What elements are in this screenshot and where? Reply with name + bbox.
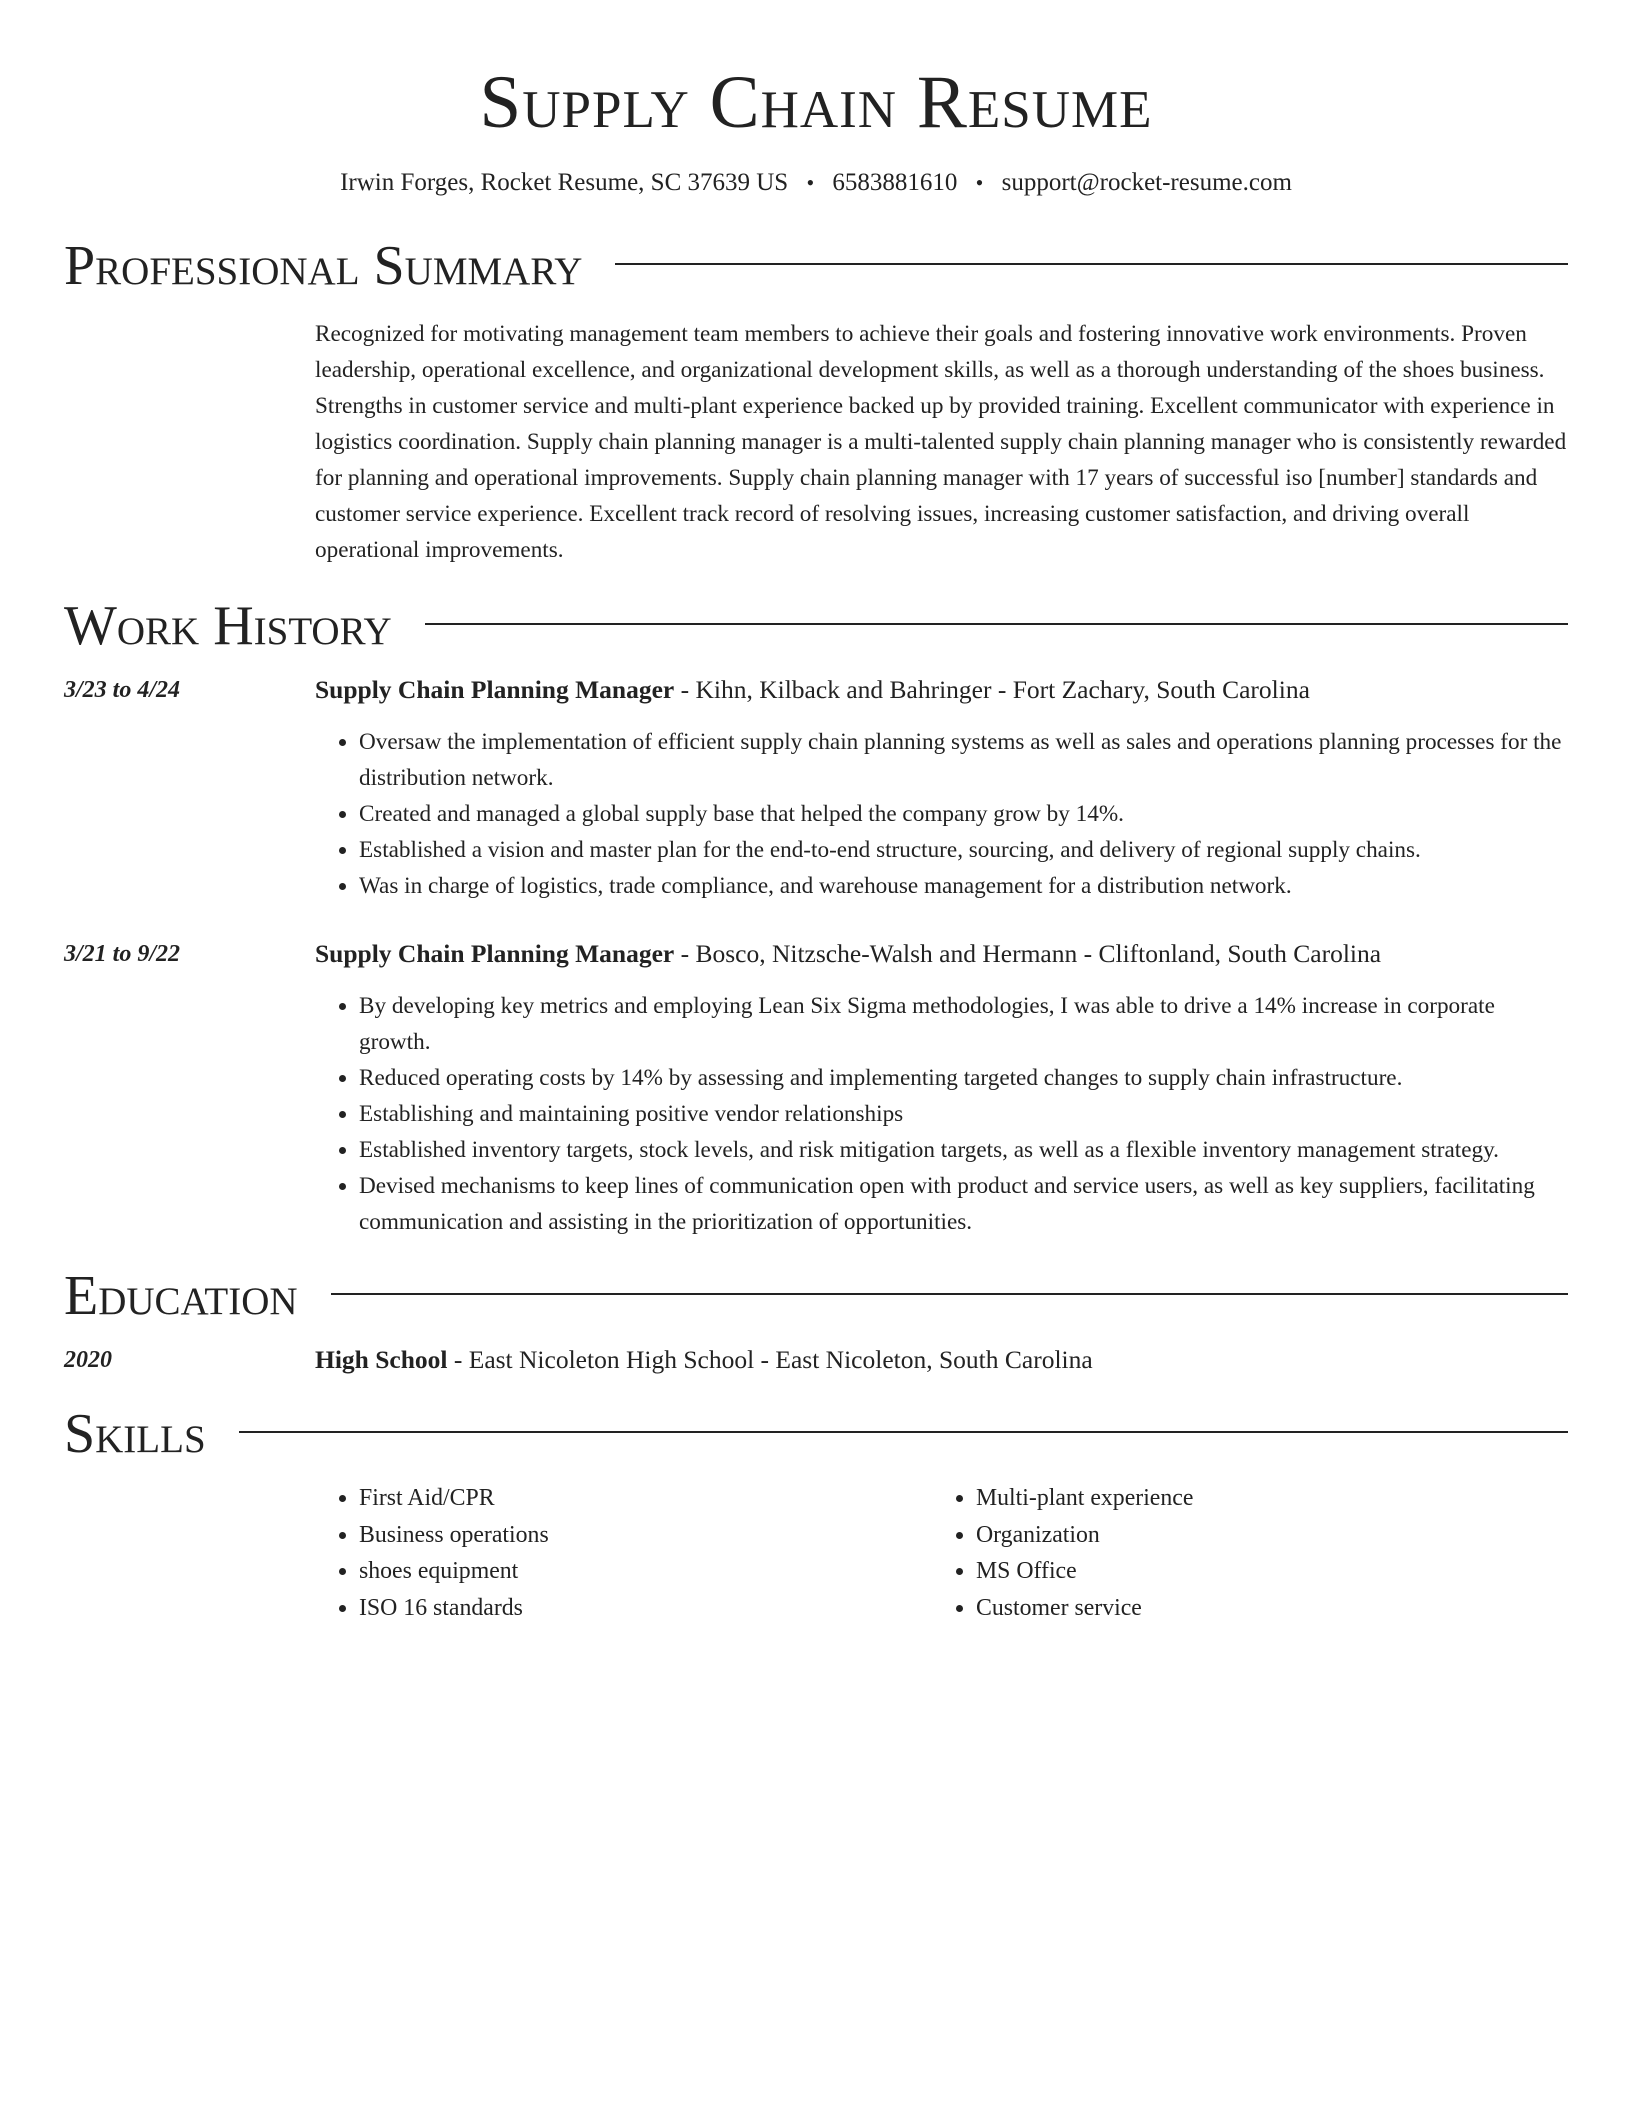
work-entry-heading [315,672,1568,708]
skills-list [315,1480,1568,1626]
school-location: - East Nicoleton High School - East Nicoleton, South Carolina [447,1345,1093,1374]
skill-item: • Business operations [359,1517,932,1554]
work-entry [64,672,1568,904]
degree: High School [315,1345,448,1374]
job-bullet: • Established a vision and master plan for the end-to-end structure, sourcing, and delivery of regional supply chains. [359,832,1568,868]
job-bullets [315,988,1568,1240]
work-entry-heading [315,936,1568,972]
education-year: 2020 [64,1347,112,1373]
job-bullet: • Establishing and maintaining positive vendor relationships [359,1096,1568,1132]
section-divider [331,1293,1568,1295]
job-bullets [315,724,1568,904]
work-entry-body [315,936,1568,1240]
summary-heading: Professional Summary [64,235,583,297]
job-bullet: • Was in charge of logistics, trade compliance, and warehouse management for a distribution network. [359,868,1568,904]
job-title: Supply Chain Planning Manager [315,675,675,704]
work-entry-body [315,672,1568,904]
job-employer-location: - Kihn, Kilback and Bahringer - Fort Zachary, South Carolina [674,675,1310,704]
contact-email: support@rocket-resume.com [1001,169,1292,196]
work-dates: 3/23 to 4/24 [64,677,181,703]
job-bullet: • Devised mechanisms to keep lines of communication open with product and service users, as well as key suppliers, facilitating communication and assisting in the prioritization of opportunities. [359,1168,1568,1240]
skills-column-right [932,1480,1549,1626]
summary-section-header [64,234,1568,298]
contact-phone: 6583881610 [832,169,958,196]
contact-separator: • [975,170,984,195]
skills-column-left [315,1480,932,1626]
job-bullet: • Established inventory targets, stock levels, and risk mitigation targets, as well as a flexible inventory management strategy. [359,1132,1568,1168]
summary-text: Recognized for motivating management team members to achieve their goals and fostering innovative work environments. Proven leadership, operational excellence, and organizational development skills, as well as a thorough understanding of the shoes business. Strengths in customer service and multi-plant experience backed up by provided training. Excellent communicator with experience in logistics coordination. Supply chain planning manager is a multi-talented supply chain planning manager who is consistently rewarded for planning and operational improvements. Supply chain planning manager with 17 years of successful iso [number] standards and customer service experience. Excellent track record of resolving issues, increasing customer satisfaction, and driving overall operational improvements. [315,321,1567,563]
job-bullet: • By developing key metrics and employing Lean Six Sigma methodologies, I was able to drive a 14% increase in corporate growth. [359,988,1568,1060]
skill-item: • Multi-plant experience [976,1480,1549,1517]
education-entry [64,1342,1568,1378]
resume-title: Supply Chain Resume [479,61,1153,144]
section-divider [239,1431,1568,1433]
job-title: Supply Chain Planning Manager [315,939,675,968]
work-section-header [64,594,1568,658]
skill-item: • First Aid/CPR [359,1480,932,1517]
education-section-header [64,1264,1568,1328]
skill-item: • MS Office [976,1553,1549,1590]
skill-item: • Customer service [976,1590,1549,1627]
skill-item: • Organization [976,1517,1549,1554]
skills-section-header [64,1402,1568,1466]
skills-heading: Skills [64,1403,206,1465]
education-entry-heading [315,1342,1568,1378]
contact-separator: • [806,170,815,195]
contact-info [64,168,1568,198]
contact-address: Irwin Forges, Rocket Resume, SC 37639 US [340,169,789,196]
job-employer-location: - Bosco, Nitzsche-Walsh and Hermann - Cliftonland, South Carolina [674,939,1382,968]
skill-item: • shoes equipment [359,1553,932,1590]
education-heading: Education [64,1265,298,1327]
resume-page [64,0,1568,1626]
job-bullet: • Created and managed a global supply base that helped the company grow by 14%. [359,796,1568,832]
education-entry-body [315,1342,1568,1378]
job-bullet: • Reduced operating costs by 14% by assessing and implementing targeted changes to supply chain infrastructure. [359,1060,1568,1096]
section-divider [615,263,1568,265]
skill-item: • ISO 16 standards [359,1590,932,1627]
section-divider [425,623,1568,625]
work-heading: Work History [64,595,392,657]
work-entry [64,936,1568,1240]
job-bullet: • Oversaw the implementation of efficient supply chain planning systems as well as sales and operations planning processes for the distribution network. [359,724,1568,796]
work-dates: 3/21 to 9/22 [64,941,181,967]
